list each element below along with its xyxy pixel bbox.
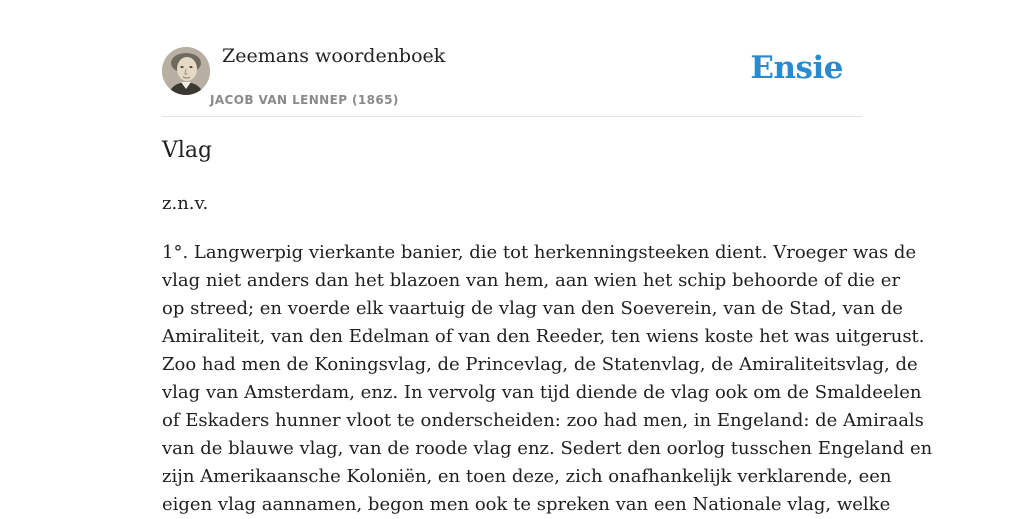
page [162,0,933,515]
definition-line: op streed; en voerde elk vaartuig de vlag van den Soeverein, van de Stad, van de [162,298,903,319]
definition-text [162,239,933,519]
grammar-label: z.n.v. [162,193,209,214]
author-name[interactable]: JACOB VAN LENNEP (1865) [210,93,399,107]
author-avatar[interactable] [162,47,210,95]
author-portrait-icon [162,47,210,95]
definition-line: 1°. Langwerpig vierkante banier, die tot herkenningsteeken dient. Vroeger was de [162,242,917,263]
definition-line: vlag van Amsterdam, enz. In vervolg van tijd diende de vlag ook om de Smaldeelen [162,382,922,403]
header [162,0,862,117]
definition-line: Amiraliteit, van den Edelman of van den Reeder, ten wiens koste het was uitgerust. [162,326,925,347]
definition-line: of Eskaders hunner vloot te onderscheiden: zoo had men, in Engeland: de Amiraals [162,410,924,431]
definition-line: vlag niet anders dan het blazoen van hem, aan wien het schip behoorde of die er [162,270,901,291]
definition-line: van de blauwe vlag, van de roode vlag enz. Sedert den oorlog tusschen Engeland en [162,438,933,459]
book-title[interactable]: Zeemans woordenboek [222,45,446,67]
definition-line: Zoo had men de Koningsvlag, de Princevlag, de Statenvlag, de Amiraliteitsvlag, de [162,354,918,375]
definition-line: zijn Amerikaansche Koloniën, en toen deze, zich onafhankelijk verklarende, een [162,466,892,487]
ensie-logo[interactable]: Ensie [750,50,843,86]
entry-title: Vlag [162,138,213,163]
definition-line: eigen vlag aannamen, begon men ook te spreken van een Nationale vlag, welke [162,494,891,515]
